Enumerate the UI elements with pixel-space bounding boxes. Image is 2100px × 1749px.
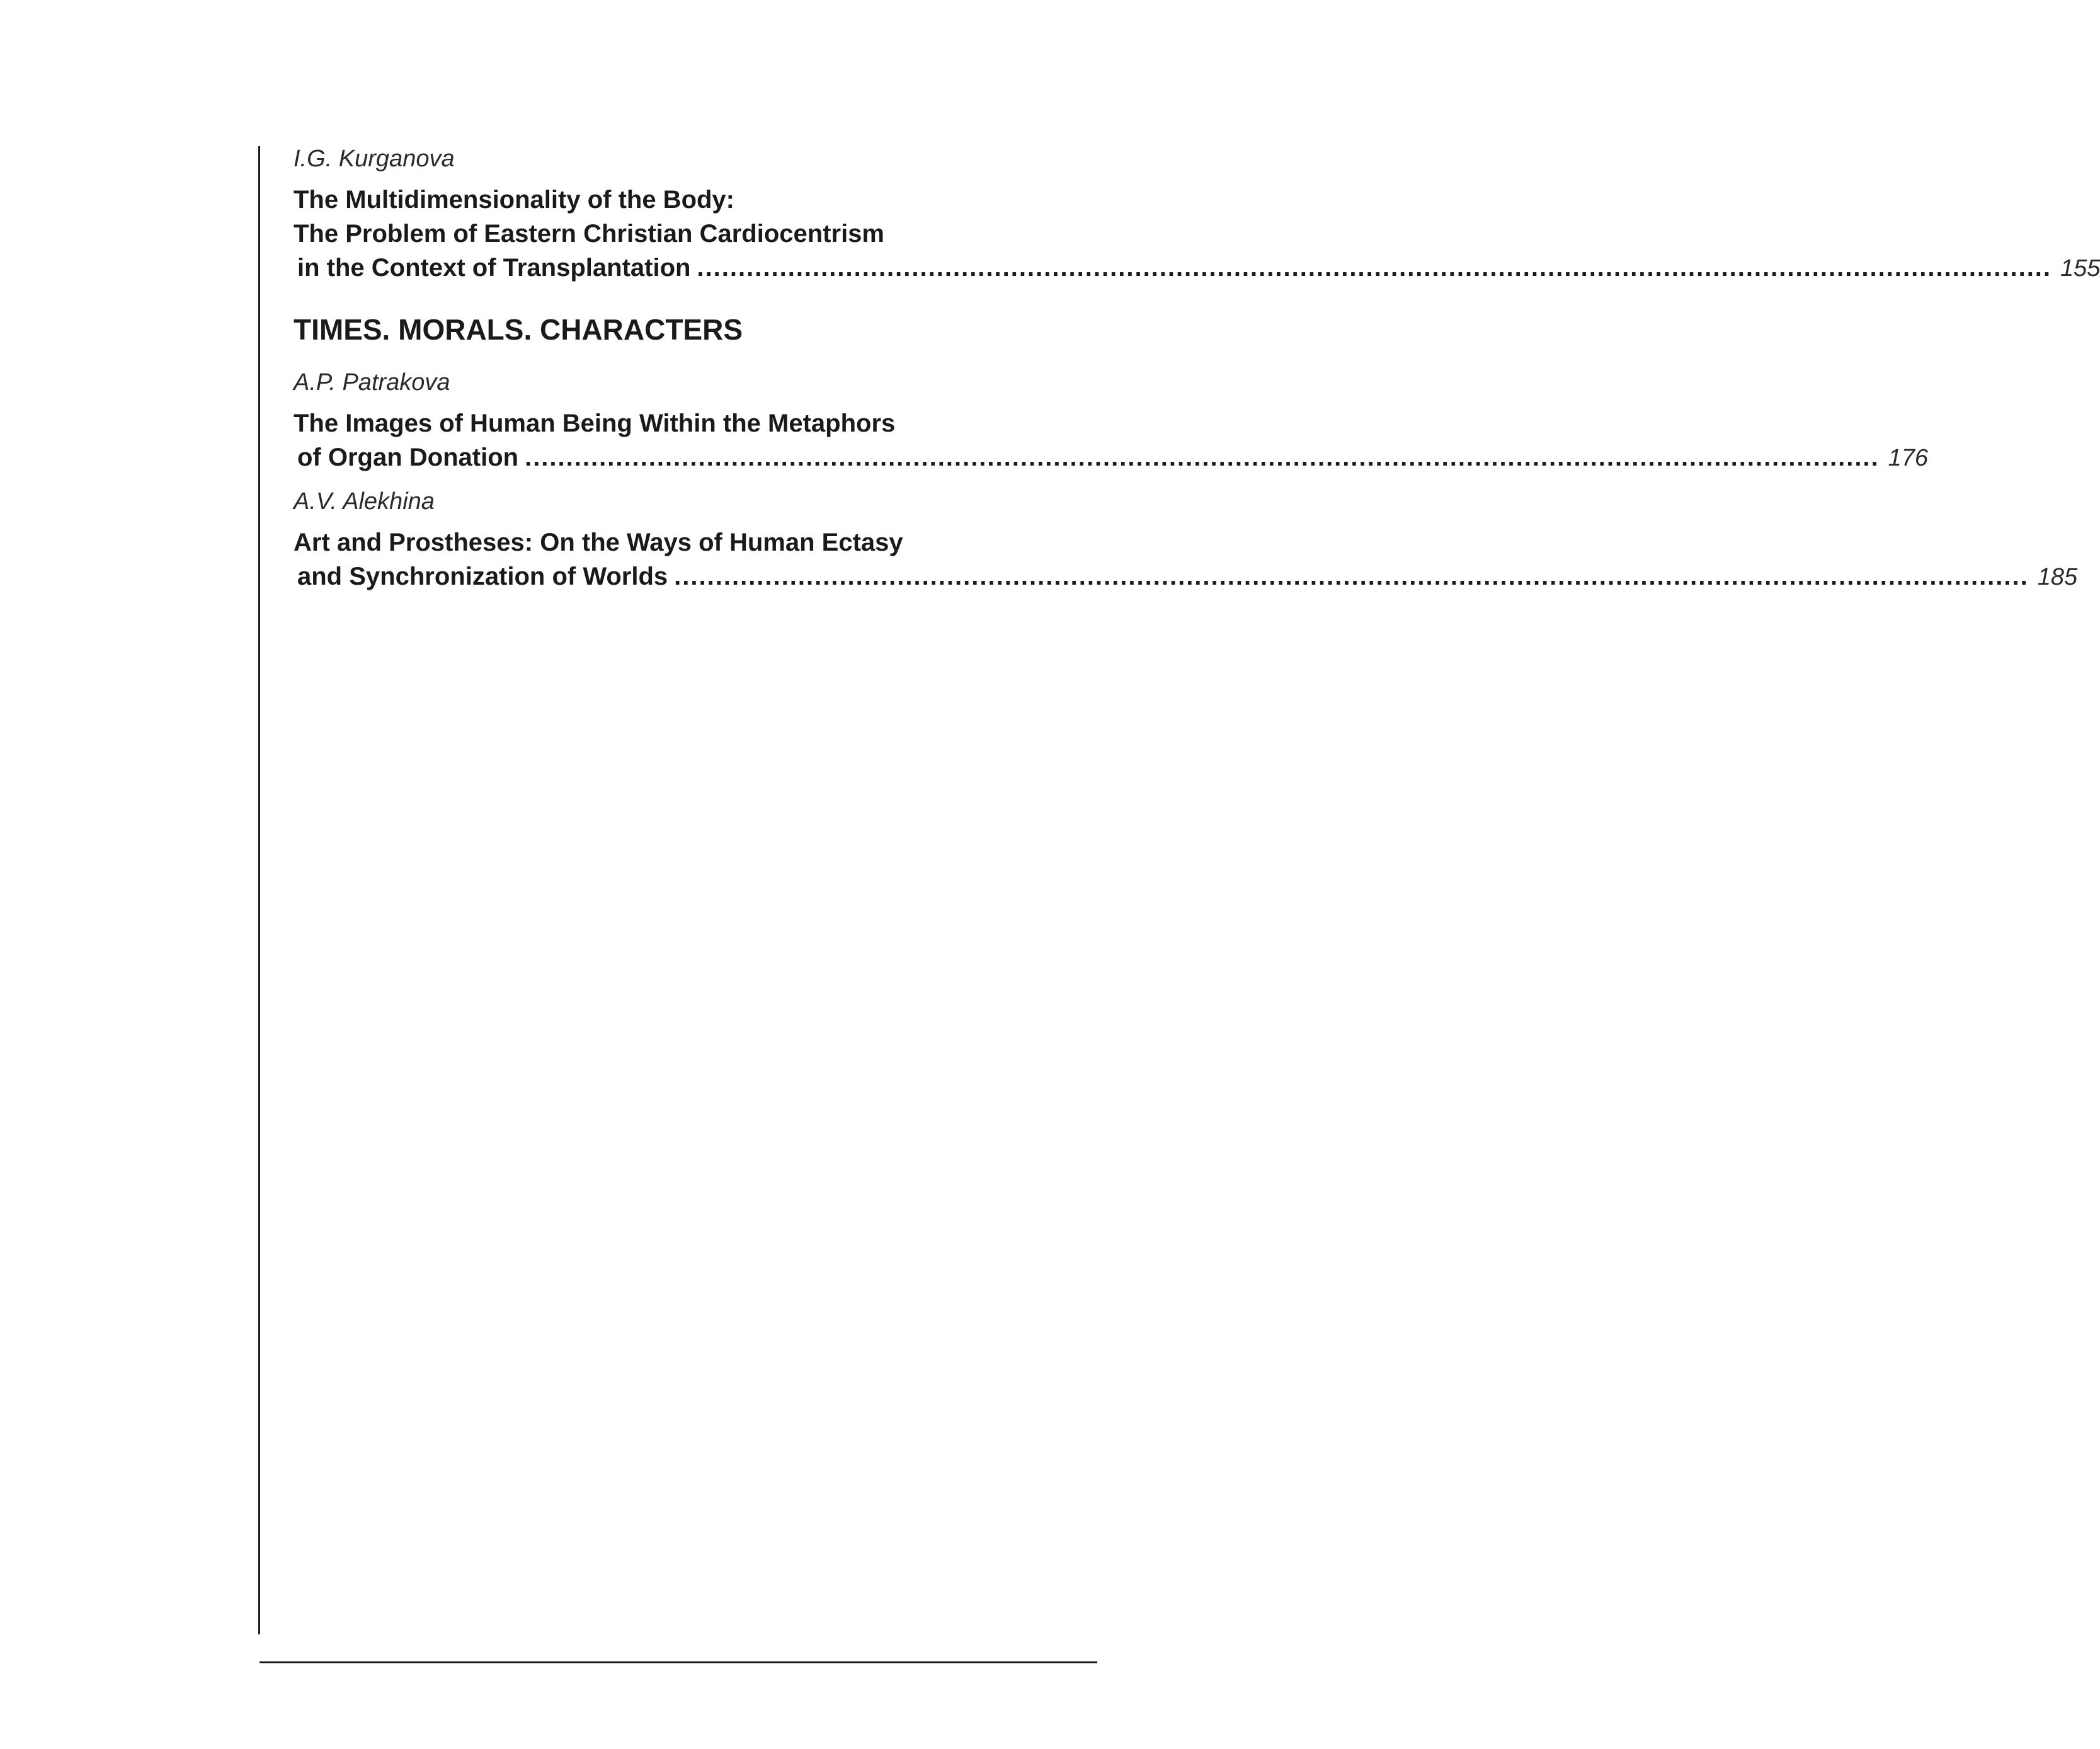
toc-entry-alekhina[interactable] <box>294 485 2078 594</box>
toc-entry-patrakova[interactable] <box>294 366 1929 475</box>
leader-dots: .................................................................................................................................................................... <box>674 563 2029 590</box>
entry-page-number: 176 <box>1888 445 1929 471</box>
leader-dots: .................................................................................................................................................................... <box>697 254 2052 282</box>
entry-title-line: The Problem of Eastern Christian Cardiocentrism <box>294 220 884 248</box>
section-heading: TIMES. MORALS. CHARACTERS <box>294 313 743 346</box>
left-margin-rule <box>258 146 260 1634</box>
entry-page-number: 155 <box>2060 255 2100 282</box>
entry-title-last-line <box>294 251 2100 285</box>
footer-rule <box>260 1661 1097 1663</box>
leader-dots: .................................................................................................................................................................... <box>525 444 1880 471</box>
entry-title-text: in the Context of Transplantation <box>297 254 691 282</box>
toc-entry-kurganova[interactable] <box>294 142 2100 285</box>
entry-title-text: and Synchronization of Worlds <box>297 563 668 590</box>
entry-title-last-line <box>294 559 2078 594</box>
entry-title-line: The Images of Human Being Within the Metaphors <box>294 410 896 437</box>
entry-page-number: 185 <box>2037 564 2078 590</box>
table-of-contents <box>294 140 2100 594</box>
entry-title-text: of Organ Donation <box>297 444 519 471</box>
entry-author: A.P. Patrakova <box>294 369 450 396</box>
entry-title-line: Art and Prostheses: On the Ways of Human Ectasy <box>294 529 903 556</box>
entry-title-last-line <box>294 440 1929 475</box>
entry-author: A.V. Alekhina <box>294 488 435 515</box>
entry-author: I.G. Kurganova <box>294 146 455 172</box>
entry-title-line: The Multidimensionality of the Body: <box>294 186 734 214</box>
